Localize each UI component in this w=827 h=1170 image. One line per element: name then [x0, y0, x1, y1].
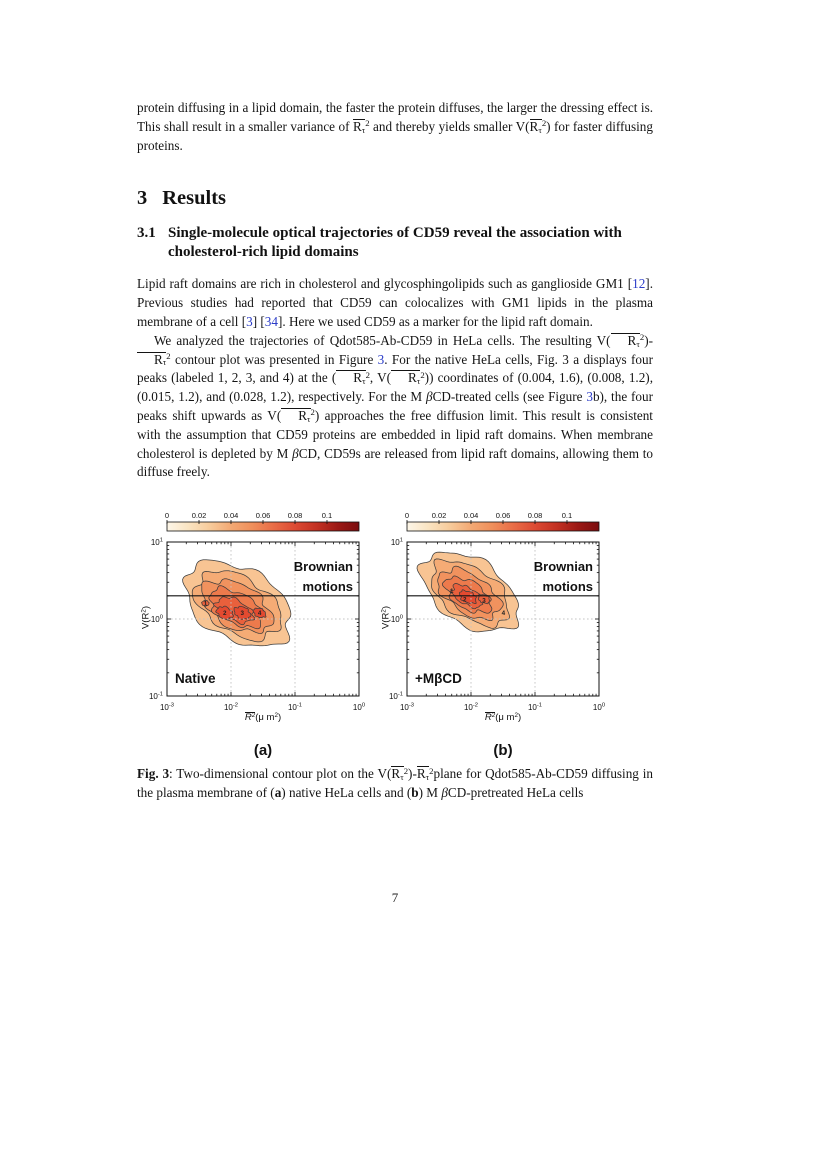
x-axis-label: $R^2(\mu$ $m^2$) [244, 711, 282, 724]
citation-link[interactable]: 3 [586, 389, 593, 405]
panel-labels-row [137, 742, 653, 759]
svg-text:0.02: 0.02 [191, 511, 207, 521]
svg-text:0.06: 0.06 [255, 511, 271, 521]
svg-text:10-3: $10^{-3}$ [159, 702, 175, 713]
svg-text:4: 4 [257, 610, 262, 618]
figure-3 [137, 509, 653, 803]
svg-text:101: $10^1$ [390, 537, 403, 548]
svg-text:10-1: $10^{-1}$ [148, 691, 163, 702]
x-axis-label: $R^2(\mu$ $m^2$) [484, 711, 522, 724]
paragraph-lipid-raft: Lipid raft domains are rich in cholesterol and glycosphingolipids such as ganglioside GM1 [12]. Previous studies had reported that CD59 can colocalizes with GM1 lipids in the plasma membrane of a cell [3] [34]. Here we used CD59 as a marker for the lipid raft domain. [137, 276, 653, 329]
svg-text:4: 4 [501, 610, 506, 618]
colorbar [165, 511, 359, 531]
citation-link[interactable]: 34 [264, 313, 278, 329]
section-number: 3 [137, 187, 148, 210]
y-axis-label: $V(R^2)$ [140, 606, 152, 630]
svg-text:0.04: 0.04 [463, 511, 479, 521]
svg-text:10-1: $10^{-1}$ [527, 702, 543, 713]
panel-label-b: (b) [493, 742, 513, 760]
citation-link[interactable]: 12 [632, 276, 646, 292]
contour-plot-panel-b [377, 509, 617, 739]
svg-text:3: 3 [240, 610, 245, 618]
svg-text:10-3: $10^{-3}$ [399, 702, 415, 713]
svg-text:0.1: 0.1 [561, 511, 573, 521]
panel-label-a: (a) [253, 742, 273, 760]
panel-label-a-wrap [137, 742, 377, 759]
svg-text:100: $10^0$ [352, 702, 366, 713]
svg-text:100: $10^0$ [390, 614, 403, 625]
page-number: 7 [391, 890, 399, 905]
svg-text:2: 2 [223, 610, 227, 618]
subsection-heading [137, 224, 653, 262]
contour-plot-b-canvas [377, 509, 637, 739]
svg-text:0.08: 0.08 [527, 511, 543, 521]
svg-text:2: 2 [463, 596, 467, 604]
section-title: Results [162, 187, 227, 210]
citation-link[interactable]: 3 [377, 351, 385, 367]
svg-text:100: $10^0$ [592, 702, 606, 713]
condition-label-mbcd: +MβCD [415, 671, 462, 687]
paragraph-intro: protein diffusing in a lipid domain, the faster the protein diffuses, the larger the dressing effect is. This shall result in a smaller variance of $R_\tau^2$ and thereby yields smaller $V(R_\tau^2)$ for faster diffusing proteins. [137, 100, 653, 153]
svg-text:0.08: 0.08 [287, 511, 303, 521]
contour-plot-a-canvas [137, 509, 397, 739]
svg-text:1: 1 [203, 600, 208, 608]
condition-label-native: Native [175, 671, 216, 687]
figure-panels [137, 509, 653, 739]
subsection-number: 3.1 [137, 225, 156, 242]
svg-text:0.04: 0.04 [223, 511, 239, 521]
brownian-motions-annotation: Brownian motions [293, 559, 353, 595]
svg-text:1: 1 [449, 588, 454, 596]
colorbar [405, 511, 599, 531]
svg-text:0.06: 0.06 [495, 511, 511, 521]
svg-text:10-2: $10^{-2}$ [223, 702, 239, 713]
svg-text:3: 3 [482, 597, 486, 605]
citation-link[interactable]: 3 [246, 313, 253, 329]
section-heading [137, 187, 653, 210]
svg-text:0.1: 0.1 [321, 511, 333, 521]
svg-text:100: $10^0$ [150, 614, 163, 625]
svg-text:101: $10^1$ [150, 537, 163, 548]
figure-caption: Fig. 3: Two-dimensional contour plot on the $V(R_\tau^2)-R_\tau^2plane$ for Qdot585-Ab-CD59 diffusing in the plasma membrane of (a) native HeLa cells and (b) M βCD-pretreated HeLa cells [137, 765, 653, 800]
svg-text:0: 0 [164, 511, 170, 521]
text-column [137, 99, 653, 803]
svg-text:10-2: $10^{-2}$ [463, 702, 479, 713]
panel-label-b-wrap [377, 742, 617, 759]
y-axis-label: $V(R^2)$ [380, 606, 392, 630]
svg-text:0: 0 [404, 511, 410, 521]
svg-text:10-1: $10^{-1}$ [287, 702, 303, 713]
subsection-title: Single-molecule optical trajectories of CD59 reveal the association with cholesterol-rich lipid domains [168, 225, 622, 261]
svg-text:10-1: $10^{-1}$ [388, 691, 403, 702]
contour-plot-panel-a [137, 509, 377, 739]
svg-text:0.02: 0.02 [431, 511, 447, 521]
paragraph-analysis: We analyzed the trajectories of Qdot585-Ab-CD59 in HeLa cells. The resulting V( $R_\tau^2)-R_\tau^2$ contour plot was presented in Figure 3. For the native HeLa cells, Fig. 3 a displays four peaks (labeled 1, 2, 3, and 4) at the ( $R_\tau^2$, V( $R_\tau^2$)) coordinates of (0.004, 1.6), (0.008, 1.2), (0.015, 1.2), and (0.028, 1.2), respectively. For the M βCD-treated cells (see Figure 3b), the four peaks shift upwards as V( $R_\tau^2$) approaches the free diffusion limit. This result is consistent with the assumption that CD59 proteins are embedded in lipid raft domains. When membrane cholesterol is depleted by M βCD, CD59s are released from lipid raft domains, allowing them to diffuse freely. [137, 332, 654, 480]
brownian-motions-annotation: Brownian motions [533, 559, 593, 595]
